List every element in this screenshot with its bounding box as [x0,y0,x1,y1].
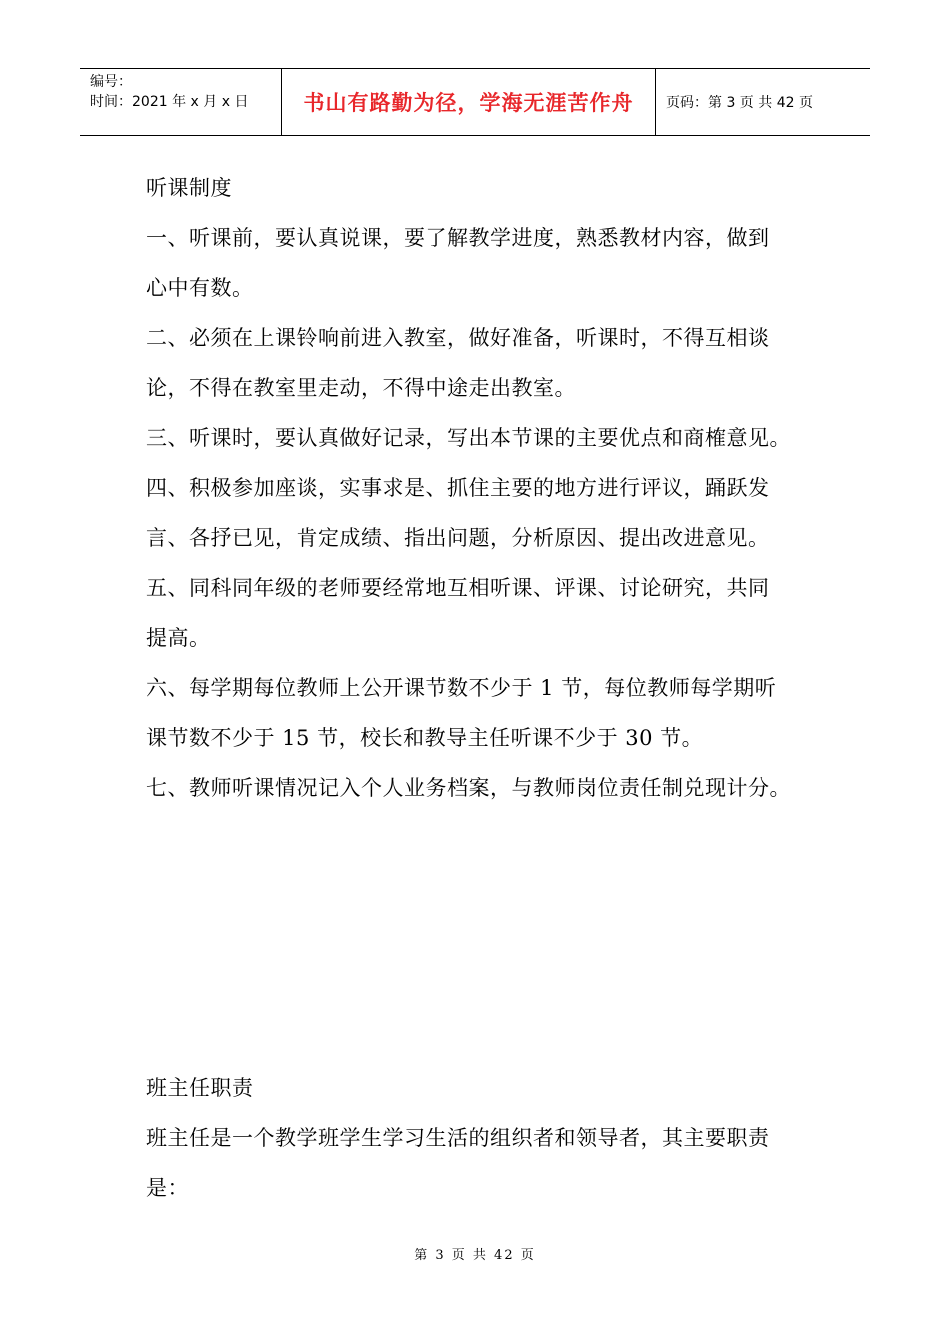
paragraph-line: 论，不得在教室里走动，不得中途走出教室。 [146,376,576,400]
paragraph-line: 三、听课时，要认真做好记录，写出本节课的主要优点和商榷意见。 [146,426,791,450]
page-header [80,68,870,136]
paragraph-line: 班主任是一个教学班学生学习生活的组织者和领导者，其主要职责 [146,1126,770,1150]
header-motto: 书山有路勤为径，学海无涯苦作舟 [282,69,656,135]
document-number-label: 编号： [90,74,132,90]
header-page-info: 页码：第 3 页 共 42 页 [666,95,813,111]
section-title-lecture-system: 听课制度 [146,176,232,200]
section-title-head-teacher-duties: 班主任职责 [146,1076,254,1100]
paragraph-line: 七、教师听课情况记入个人业务档案，与教师岗位责任制兑现计分。 [146,776,791,800]
paragraph-line: 一、听课前，要认真说课，要了解教学进度，熟悉教材内容，做到 [146,226,770,250]
paragraph-line: 心中有数。 [146,276,254,300]
paragraph-line: 四、积极参加座谈，实事求是、抓住主要的地方进行评议，踊跃发 [146,476,770,500]
paragraph-line: 言、各抒已见，肯定成绩、指出问题，分析原因、提出改进意见。 [146,526,770,550]
page-footer: 第 3 页 共 42 页 [414,1248,536,1263]
paragraph-line: 提高。 [146,626,211,650]
paragraph-line: 课节数不少于 15 节，校长和教导主任听课不少于 30 节。 [146,726,704,750]
paragraph-line: 五、同科同年级的老师要经常地互相听课、评课、讨论研究，共同 [146,576,770,600]
header-meta [80,69,282,135]
document-time-label: 时间：2021 年 x 月 x 日 [90,94,249,110]
paragraph-line: 二、必须在上课铃响前进入教室，做好准备，听课时，不得互相谈 [146,326,770,350]
paragraph-line: 六、每学期每位教师上公开课节数不少于 1 节，每位教师每学期听 [146,676,777,700]
paragraph-line: 是： [146,1176,189,1200]
